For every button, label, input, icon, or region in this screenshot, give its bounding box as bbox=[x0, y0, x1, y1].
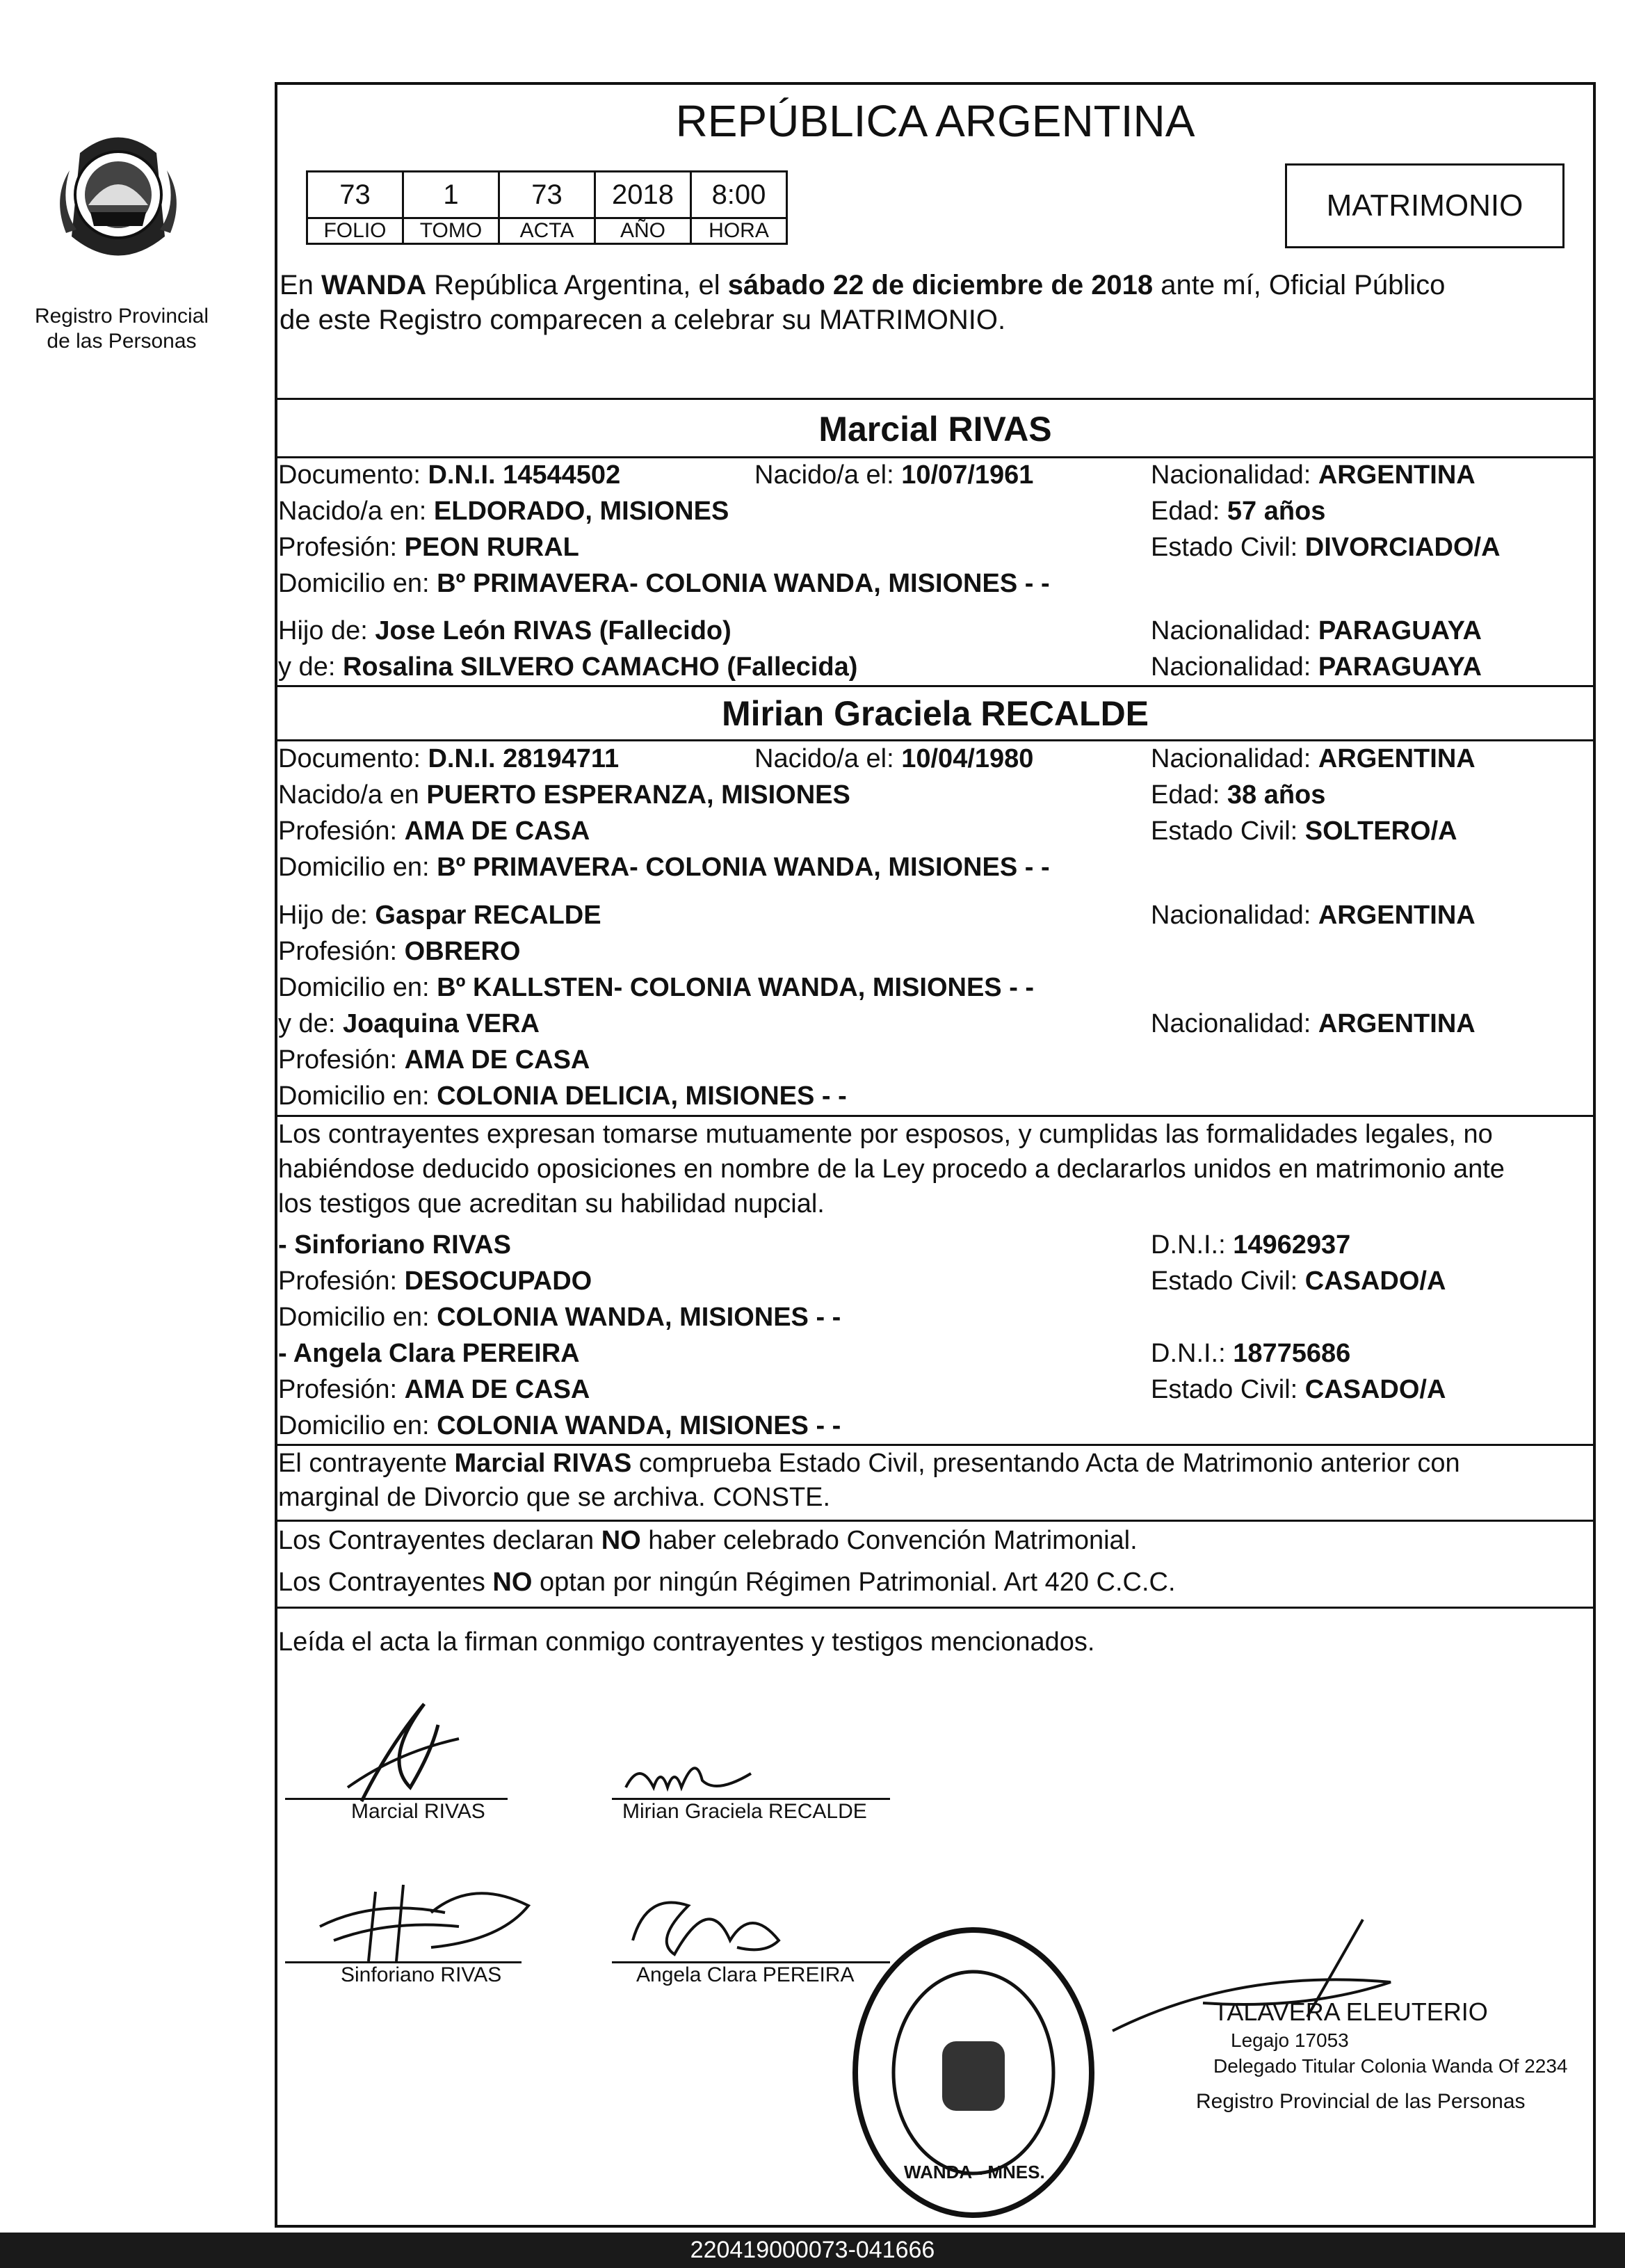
field-value: AMA DE CASA bbox=[404, 1045, 590, 1075]
field-label: Documento: bbox=[278, 460, 428, 490]
signature-label-1: Marcial RIVAS bbox=[351, 1800, 485, 1823]
field-value: ARGENTINA bbox=[1318, 1009, 1476, 1038]
field-label: Domicilio en: bbox=[278, 1081, 437, 1111]
intro-text: ante mí, Oficial Público bbox=[1153, 270, 1446, 300]
field-value: ARGENTINA bbox=[1318, 901, 1476, 930]
field-label: Documento: bbox=[278, 744, 428, 773]
divider bbox=[275, 1444, 1596, 1446]
field-label: Profesión: bbox=[278, 817, 405, 846]
folio-value: 73 bbox=[307, 172, 403, 218]
document-id: 220419000073-041666 bbox=[690, 2237, 935, 2263]
civil-proof-line-1 bbox=[278, 1450, 1460, 1477]
divider bbox=[275, 398, 1596, 400]
field-value: COLONIA WANDA, MISIONES - - bbox=[437, 1303, 841, 1332]
spouse1-age bbox=[1151, 498, 1325, 524]
field-label: Nacionalidad: bbox=[1151, 652, 1318, 682]
year-value: 2018 bbox=[595, 172, 691, 218]
field-label: Edad: bbox=[1151, 497, 1227, 526]
field-label: Nacionalidad: bbox=[1151, 616, 1318, 645]
field-value: Gaspar RECALDE bbox=[375, 901, 601, 930]
divider bbox=[275, 739, 1596, 741]
field-value: Jose León RIVAS (Fallecido) bbox=[375, 616, 731, 645]
field-value: Rosalina SILVERO CAMACHO (Fallecida) bbox=[342, 652, 858, 682]
intro-place: WANDA bbox=[321, 270, 427, 300]
tomo-label: TOMO bbox=[403, 218, 499, 244]
field-value: D.N.I. 28194711 bbox=[428, 744, 620, 773]
intro-line-1 bbox=[280, 271, 1445, 299]
official-org: Registro Provincial de las Personas bbox=[1196, 2090, 1526, 2113]
convention-line-1 bbox=[278, 1527, 1138, 1554]
field-value: PARAGUAYA bbox=[1318, 652, 1482, 682]
official-role: Delegado Titular Colonia Wanda Of 2234 bbox=[1213, 2055, 1568, 2077]
field-label: Profesión: bbox=[278, 1375, 405, 1404]
spouse1-address bbox=[278, 570, 1050, 597]
field-label: Estado Civil: bbox=[1151, 533, 1305, 562]
civil-proof-name: Marcial RIVAS bbox=[454, 1449, 632, 1478]
spouse2-mother-address bbox=[278, 1083, 847, 1109]
civil-proof-text: comprueba Estado Civil, presentando Acta de Matrimonio anterior con bbox=[631, 1449, 1460, 1478]
spouse2-mother-profession bbox=[278, 1047, 590, 1073]
field-label: Profesión: bbox=[278, 1045, 405, 1075]
divider bbox=[275, 685, 1596, 687]
field-label: Domicilio en: bbox=[278, 853, 437, 882]
convention-text: haber celebrado Convención Matrimonial. bbox=[640, 1526, 1138, 1555]
field-value: PEON RURAL bbox=[404, 533, 579, 562]
spouse2-father bbox=[278, 902, 601, 928]
signature-label-2: Mirian Graciela RECALDE bbox=[622, 1800, 867, 1823]
registry-emblem bbox=[38, 115, 198, 303]
document-id-bar bbox=[0, 2233, 1625, 2268]
divider bbox=[275, 1520, 1596, 1522]
witness2-address bbox=[278, 1413, 841, 1439]
field-value: CASADO/A bbox=[1304, 1266, 1446, 1296]
convention-text: Los Contrayentes bbox=[278, 1568, 493, 1597]
witness1-profession bbox=[278, 1268, 592, 1294]
declaration-line-2: habiéndose deducido oposiciones en nombre de la Ley procedo a declararlos unidos en matrimonio ante bbox=[278, 1155, 1505, 1184]
folio-label: FOLIO bbox=[307, 218, 403, 244]
field-value: OBRERO bbox=[404, 937, 521, 966]
field-label: Domicilio en: bbox=[278, 973, 437, 1002]
intro-text: República Argentina, el bbox=[426, 270, 728, 300]
spouse2-mother-nationality bbox=[1151, 1011, 1476, 1037]
field-label: Domicilio en: bbox=[278, 1303, 437, 1332]
field-value: COLONIA WANDA, MISIONES - - bbox=[437, 1411, 841, 1440]
field-value: Bº PRIMAVERA- COLONIA WANDA, MISIONES - - bbox=[437, 853, 1050, 882]
spouse2-name: Mirian Graciela RECALDE bbox=[721, 694, 1149, 733]
signature-label-4: Angela Clara PEREIRA bbox=[636, 1963, 855, 1986]
field-value: AMA DE CASA bbox=[404, 817, 590, 846]
field-value: 10/07/1961 bbox=[901, 460, 1034, 490]
spouse1-profession bbox=[278, 534, 579, 561]
field-value: D.N.I. 14544502 bbox=[428, 460, 621, 490]
field-label: Nacido/a el: bbox=[754, 460, 902, 490]
spouse2-father-profession bbox=[278, 938, 520, 965]
convention-no: NO bbox=[492, 1568, 533, 1597]
witness1-name: - Sinforiano RIVAS bbox=[278, 1230, 511, 1260]
emblem-caption-1: Registro Provincial bbox=[34, 305, 209, 328]
field-label: Estado Civil: bbox=[1151, 817, 1305, 846]
field-label: Hijo de: bbox=[278, 616, 375, 645]
field-label: Estado Civil: bbox=[1151, 1375, 1305, 1404]
spouse1-father-nationality bbox=[1151, 618, 1482, 644]
convention-text: optan por ningún Régimen Patrimonial. Art 420 C.C.C. bbox=[532, 1568, 1176, 1597]
field-value: PUERTO ESPERANZA, MISIONES bbox=[426, 780, 850, 810]
witness2-name: - Angela Clara PEREIRA bbox=[278, 1339, 580, 1368]
year-label: AÑO bbox=[595, 218, 691, 244]
page-title: REPÚBLICA ARGENTINA bbox=[675, 96, 1195, 146]
field-value: 10/04/1980 bbox=[901, 744, 1034, 773]
field-label: Domicilio en: bbox=[278, 569, 437, 598]
field-label: Hijo de: bbox=[278, 901, 375, 930]
field-value: 38 años bbox=[1227, 780, 1326, 810]
spouse1-father bbox=[278, 618, 731, 644]
divider bbox=[275, 456, 1596, 458]
intro-date: sábado 22 de diciembre de 2018 bbox=[727, 270, 1154, 300]
record-type-box bbox=[1285, 163, 1565, 248]
convention-line-2 bbox=[278, 1569, 1176, 1595]
closing-statement: Leída el acta la firman conmigo contrayentes y testigos mencionados. bbox=[278, 1627, 1095, 1657]
field-value: DIVORCIADO/A bbox=[1304, 533, 1501, 562]
signature-label-3: Sinforiano RIVAS bbox=[341, 1963, 502, 1986]
field-label: Domicilio en: bbox=[278, 1411, 437, 1440]
field-label: Nacido/a en bbox=[278, 780, 427, 810]
witness2-profession bbox=[278, 1376, 590, 1403]
spouse2-profession bbox=[278, 818, 590, 844]
field-label: Profesión: bbox=[278, 1266, 405, 1296]
field-value: ARGENTINA bbox=[1318, 460, 1476, 490]
official-name: TALAVERA ELEUTERIO bbox=[1213, 1997, 1488, 2026]
seal-inner-text: WANDA - MNES. bbox=[904, 2162, 1045, 2182]
spouse1-nationality bbox=[1151, 462, 1476, 488]
spouse1-name: Marcial RIVAS bbox=[818, 410, 1052, 449]
signature-marcial-rivas bbox=[278, 1676, 528, 1815]
spouse2-birthplace bbox=[278, 782, 850, 808]
civil-proof-text: El contrayente bbox=[278, 1449, 455, 1478]
spouse1-mother-nationality bbox=[1151, 654, 1482, 680]
field-label: Nacionalidad: bbox=[1151, 744, 1318, 773]
spouse2-father-address bbox=[278, 974, 1034, 1001]
convention-no: NO bbox=[601, 1526, 641, 1555]
field-value: COLONIA DELICIA, MISIONES - - bbox=[437, 1081, 847, 1111]
field-label: Estado Civil: bbox=[1151, 1266, 1305, 1296]
field-label: y de: bbox=[278, 652, 343, 682]
field-label: Edad: bbox=[1151, 780, 1227, 810]
field-label: Profesión: bbox=[278, 937, 405, 966]
convention-text: Los Contrayentes declaran bbox=[278, 1526, 601, 1555]
witness2-civil-status bbox=[1151, 1376, 1446, 1403]
field-label: Nacido/a el: bbox=[754, 744, 902, 773]
spouse2-birthdate bbox=[754, 746, 1033, 772]
spouse1-birthplace bbox=[278, 498, 729, 524]
field-label: Nacido/a en: bbox=[278, 497, 434, 526]
field-value: 18775686 bbox=[1233, 1339, 1351, 1368]
acta-value: 73 bbox=[499, 172, 595, 218]
province-seal-icon bbox=[38, 115, 198, 303]
witness1-civil-status bbox=[1151, 1268, 1446, 1294]
tomo-value: 1 bbox=[403, 172, 499, 218]
spouse1-mother bbox=[278, 654, 857, 680]
field-value: ELDORADO, MISIONES bbox=[433, 497, 729, 526]
spouse1-civil-status bbox=[1151, 534, 1501, 561]
field-value: Joaquina VERA bbox=[342, 1009, 540, 1038]
spouse2-nationality bbox=[1151, 746, 1476, 772]
acta-label: ACTA bbox=[499, 218, 595, 244]
field-value: Bº PRIMAVERA- COLONIA WANDA, MISIONES - - bbox=[437, 569, 1050, 598]
divider bbox=[275, 1115, 1596, 1117]
declaration-line-3: los testigos que acreditan su habilidad nupcial. bbox=[278, 1189, 825, 1219]
field-label: Profesión: bbox=[278, 533, 405, 562]
spouse2-document bbox=[278, 746, 619, 772]
spouse2-civil-status bbox=[1151, 818, 1457, 844]
field-value: 14962937 bbox=[1233, 1230, 1351, 1260]
emblem-caption-2: de las Personas bbox=[47, 330, 197, 353]
field-label: D.N.I.: bbox=[1151, 1230, 1234, 1260]
field-value: 57 años bbox=[1227, 497, 1326, 526]
spouse2-father-nationality bbox=[1151, 902, 1476, 928]
intro-text: En bbox=[280, 270, 322, 300]
field-value: ARGENTINA bbox=[1318, 744, 1476, 773]
field-value: CASADO/A bbox=[1304, 1375, 1446, 1404]
civil-proof-line-2: marginal de Divorcio que se archiva. CONSTE. bbox=[278, 1483, 831, 1512]
spouse1-birthdate bbox=[754, 462, 1033, 488]
field-value: SOLTERO/A bbox=[1304, 817, 1457, 846]
field-value: AMA DE CASA bbox=[404, 1375, 590, 1404]
intro-line-2: de este Registro comparecen a celebrar su MATRIMONIO. bbox=[280, 305, 1006, 335]
divider bbox=[275, 1607, 1596, 1609]
field-value: PARAGUAYA bbox=[1318, 616, 1482, 645]
signature-sinforiano-rivas bbox=[292, 1864, 556, 1975]
record-type: MATRIMONIO bbox=[1326, 188, 1523, 223]
witness1-dni bbox=[1151, 1232, 1350, 1258]
record-header-table bbox=[306, 170, 788, 245]
witness1-address bbox=[278, 1304, 841, 1330]
spouse2-mother bbox=[278, 1011, 540, 1037]
field-value: Bº KALLSTEN- COLONIA WANDA, MISIONES - - bbox=[437, 973, 1035, 1002]
field-label: Nacionalidad: bbox=[1151, 460, 1318, 490]
spouse2-age bbox=[1151, 782, 1325, 808]
hour-value: 8:00 bbox=[691, 172, 787, 218]
spouse1-document bbox=[278, 462, 620, 488]
official-legajo: Legajo 17053 bbox=[1231, 2029, 1349, 2051]
signature-angela-pereira bbox=[612, 1864, 820, 1975]
field-value: DESOCUPADO bbox=[404, 1266, 592, 1296]
field-label: y de: bbox=[278, 1009, 343, 1038]
field-label: Nacionalidad: bbox=[1151, 1009, 1318, 1038]
hour-label: HORA bbox=[691, 218, 787, 244]
witness2-dni bbox=[1151, 1340, 1350, 1367]
field-label: D.N.I.: bbox=[1151, 1339, 1234, 1368]
field-label: Nacionalidad: bbox=[1151, 901, 1318, 930]
declaration-line-1: Los contrayentes expresan tomarse mutuamente por esposos, y cumplidas las formalidades legales, no bbox=[278, 1120, 1493, 1149]
spouse2-address bbox=[278, 854, 1050, 880]
